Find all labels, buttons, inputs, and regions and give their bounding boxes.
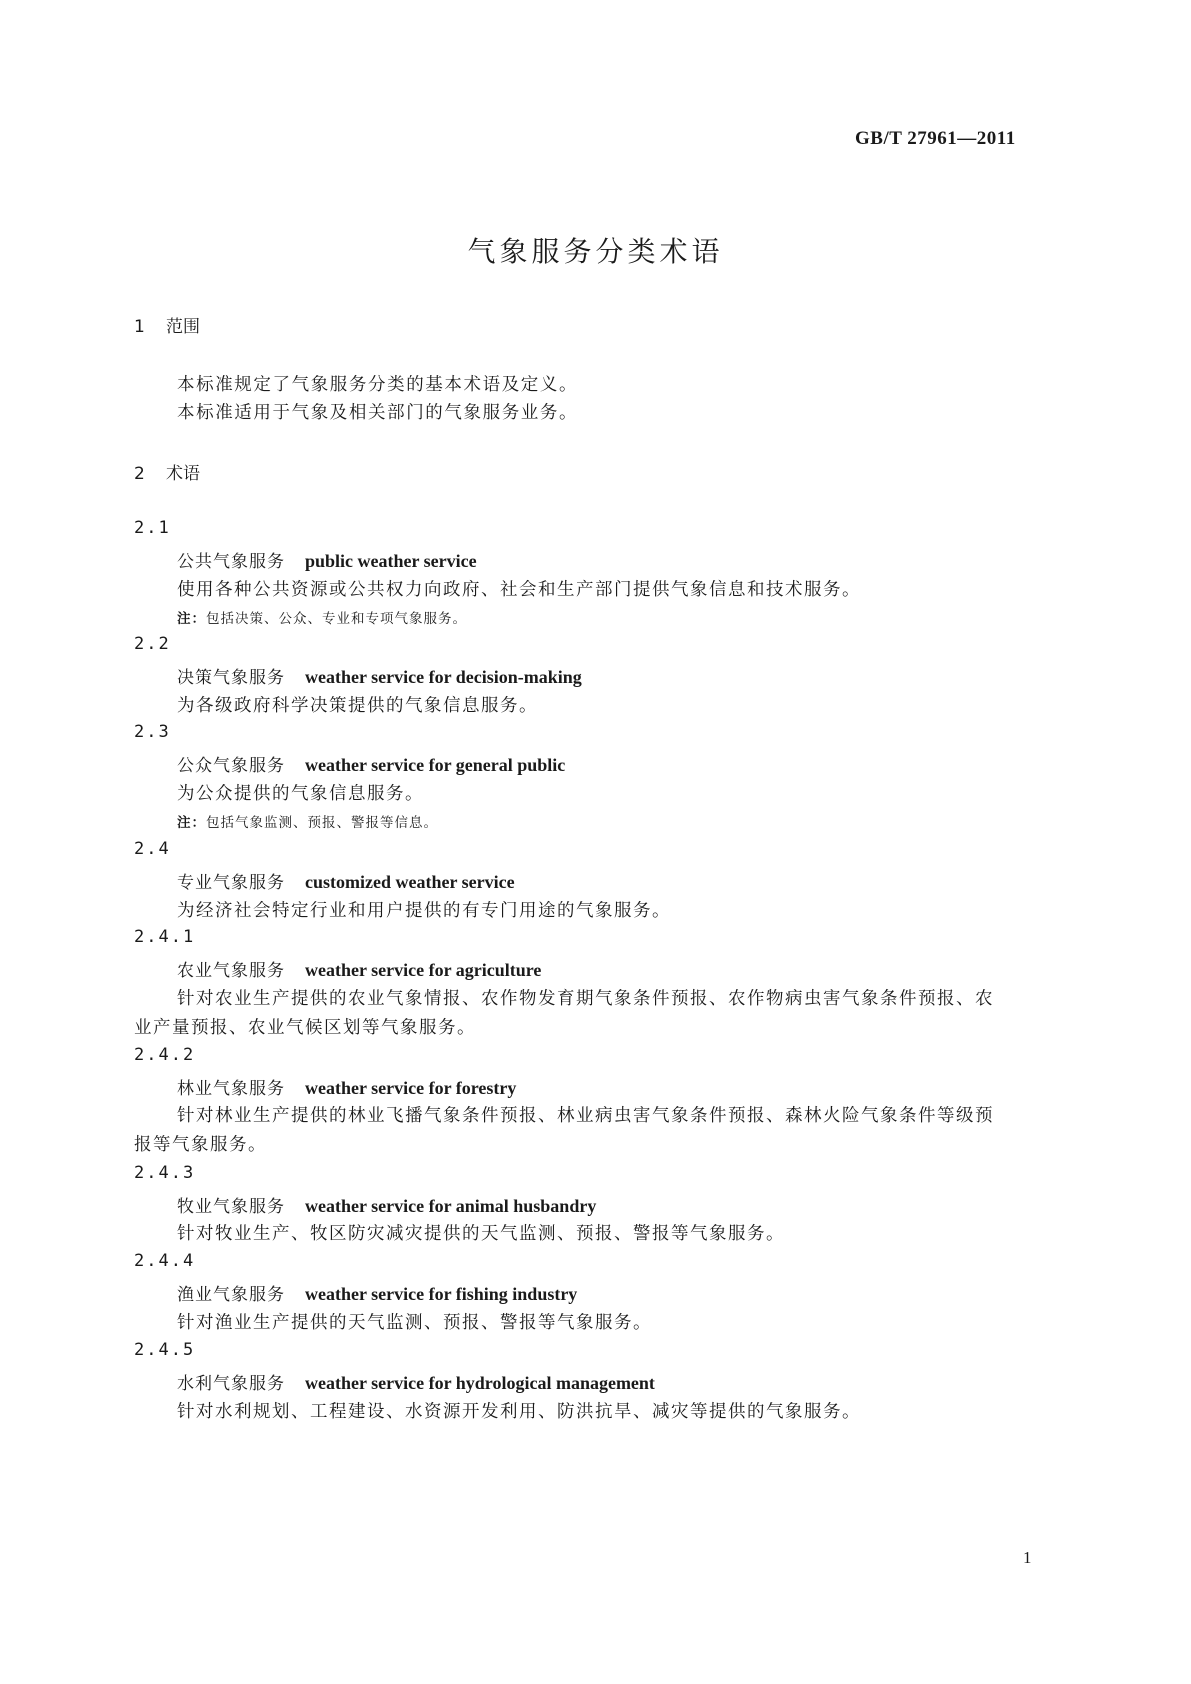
term-number: 2.4: [134, 839, 171, 859]
term-en: public weather service: [305, 551, 477, 571]
term-definition: 针对牧业生产、牧区防灾减灾提供的天气监测、预报、警报等气象服务。: [177, 1224, 785, 1244]
term-heading: [177, 956, 541, 981]
section-number: 2: [134, 464, 145, 484]
term-number: 2.4.5: [134, 1340, 196, 1360]
term-en: weather service for fishing industry: [305, 1284, 578, 1304]
note-text: 包括气象监测、预报、警报等信息。: [206, 815, 438, 831]
term-note: [177, 607, 467, 627]
term-zh: 决策气象服务: [177, 668, 285, 688]
term-definition: 为公众提供的气象信息服务。: [177, 784, 424, 804]
section-title: 范围: [166, 317, 200, 337]
term-zh: 水利气象服务: [177, 1374, 285, 1394]
standard-code: GB/T 27961—2011: [855, 128, 1016, 149]
term-definition-continued: 业产量预报、农业气候区划等气象服务。: [134, 1018, 476, 1038]
section-heading-terms: [134, 459, 200, 484]
term-zh: 渔业气象服务: [177, 1285, 285, 1305]
term-number: 2.4.4: [134, 1251, 196, 1271]
term-definition: 为各级政府科学决策提供的气象信息服务。: [177, 696, 538, 716]
term-en: customized weather service: [305, 872, 515, 892]
term-definition: 针对农业生产提供的农业气象情报、农作物发育期气象条件预报、农作物病虫害气象条件预报、农: [177, 989, 994, 1009]
term-en: weather service for agriculture: [305, 960, 542, 980]
term-heading: [177, 547, 477, 572]
term-heading: [177, 1280, 577, 1305]
term-zh: 公众气象服务: [177, 756, 285, 776]
term-definition-continued: 报等气象服务。: [134, 1135, 267, 1155]
term-definition: 为经济社会特定行业和用户提供的有专门用途的气象服务。: [177, 901, 671, 921]
term-definition: 针对渔业生产提供的天气监测、预报、警报等气象服务。: [177, 1313, 652, 1333]
section-number: 1: [134, 317, 145, 337]
scope-paragraph: 本标准规定了气象服务分类的基本术语及定义。: [177, 375, 579, 395]
term-definition: 针对水利规划、工程建设、水资源开发利用、防洪抗旱、减灾等提供的气象服务。: [177, 1402, 861, 1422]
term-en: weather service for general public: [305, 755, 566, 775]
term-heading: [177, 1369, 655, 1394]
term-heading: [177, 663, 582, 688]
term-zh: 专业气象服务: [177, 873, 285, 893]
term-number: 2.3: [134, 722, 171, 742]
note-text: 包括决策、公众、专业和专项气象服务。: [206, 611, 467, 627]
term-number: 2.4.3: [134, 1163, 196, 1183]
note-label: 注：: [177, 611, 206, 627]
term-heading: [177, 1192, 596, 1217]
term-number: 2.1: [134, 518, 171, 538]
term-definition: 针对林业生产提供的林业飞播气象条件预报、林业病虫害气象条件预报、森林火险气象条件等级预: [177, 1106, 994, 1126]
term-en: weather service for animal husbandry: [305, 1196, 597, 1216]
term-heading: [177, 1074, 516, 1099]
term-zh: 公共气象服务: [177, 552, 285, 572]
term-heading: [177, 751, 565, 776]
document-title: 气象服务分类术语: [467, 235, 724, 268]
section-title: 术语: [166, 464, 200, 484]
scope-paragraph: 本标准适用于气象及相关部门的气象服务业务。: [177, 403, 579, 423]
term-en: weather service for decision-making: [305, 667, 582, 687]
term-zh: 农业气象服务: [177, 961, 285, 981]
term-zh: 林业气象服务: [177, 1079, 285, 1099]
term-note: [177, 811, 438, 831]
term-number: 2.4.1: [134, 927, 196, 947]
page-number: 1: [1023, 1548, 1032, 1567]
note-label: 注：: [177, 815, 206, 831]
term-en: weather service for hydrological management: [305, 1373, 655, 1393]
term-definition: 使用各种公共资源或公共权力向政府、社会和生产部门提供气象信息和技术服务。: [177, 580, 861, 600]
term-number: 2.4.2: [134, 1045, 196, 1065]
term-zh: 牧业气象服务: [177, 1197, 285, 1217]
term-heading: [177, 868, 515, 893]
term-en: weather service for forestry: [305, 1078, 517, 1098]
section-heading-scope: [134, 312, 200, 337]
term-number: 2.2: [134, 634, 171, 654]
